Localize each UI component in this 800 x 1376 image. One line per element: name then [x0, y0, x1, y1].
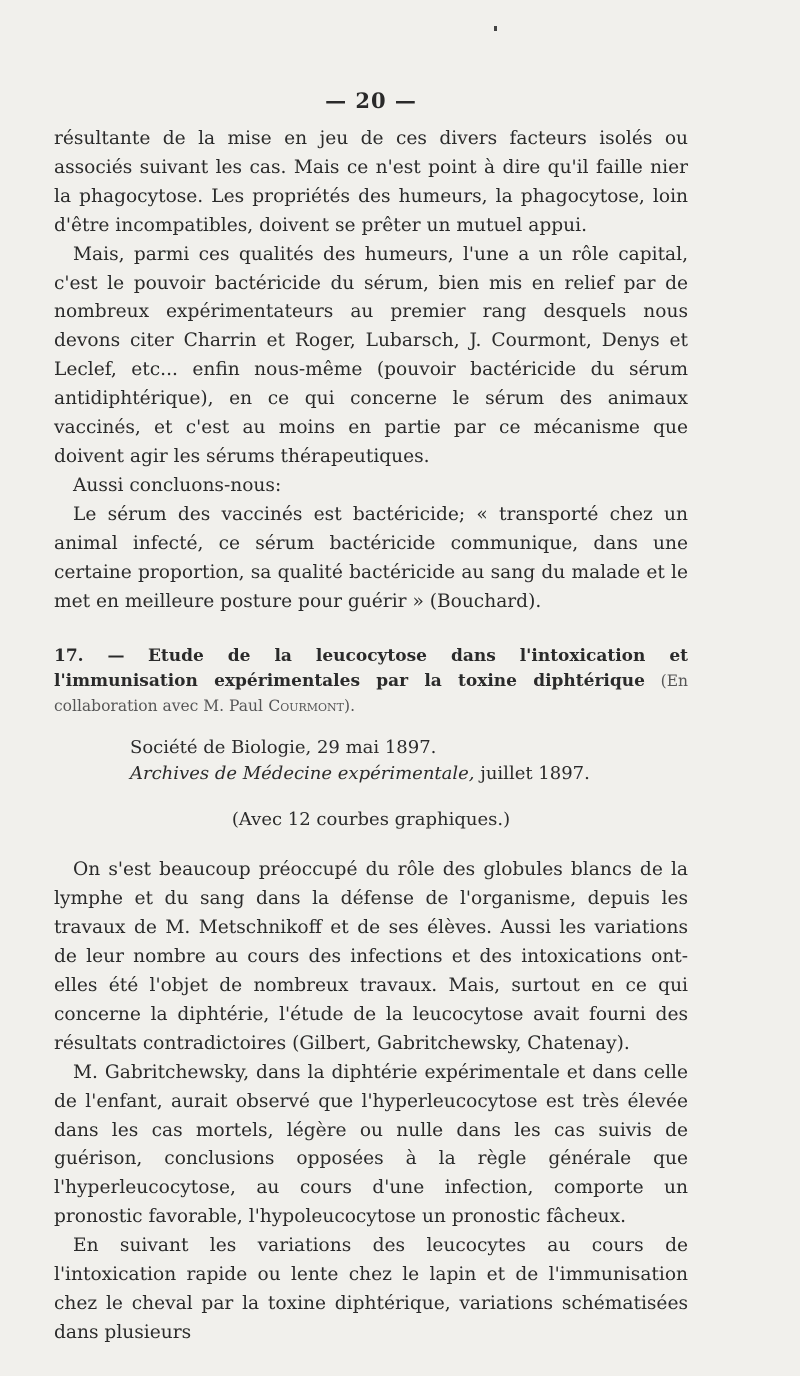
source-line	[130, 761, 688, 787]
entry-title: Etude de la leucocytose dans l'intoxication et l'immunisation expérimentales par la toxine diphtérique	[54, 646, 688, 692]
journal-date: juillet 1897.	[474, 763, 590, 785]
paragraph: résultante de la mise en jeu de ces divers facteurs isolés ou associés suivant les cas. Mais ce n'est point à dire qu'il faille nier la phagocytose. Les propriétés des humeurs, la phagocytose, loin d'être incompatibles, doivent se prêter un mutuel appui.	[54, 128, 688, 236]
entry-collaborator-name: Courmont	[268, 697, 345, 716]
entry-collaboration-end: ).	[344, 697, 355, 716]
document-page	[54, 88, 688, 1348]
page-number: — 20 —	[325, 88, 417, 113]
entry-body	[54, 856, 688, 1347]
entry-sources	[130, 735, 688, 787]
source-line: Société de Biologie, 29 mai 1897.	[130, 737, 437, 759]
entry-collaboration: (En collaboration avec M. Paul	[54, 672, 689, 716]
paragraph: On s'est beaucoup préoccupé du rôle des globules blancs de la lymphe et du sang dans la défense de l'organisme, depuis les travaux de M. Metschnikoff et de ses élèves. Aussi les variations de leur nombre au cours des infections et des intoxications ont-elles été l'objet de nombreux travaux. Mais, surtout en ce qui concerne la diphtérie, l'étude de la leucocytose avait fourni des résultats contradictoires (Gilbert, Gabritchewsky, Chatenay).	[54, 859, 688, 1054]
paragraph: Mais, parmi ces qualités des humeurs, l'une a un rôle capital, c'est le pouvoir bactéricide du sérum, bien mis en relief par de nombreux expérimentateurs au premier rang desquels nous devons citer Charrin et Roger, Lubarsch, J. Courmont, Denys et Leclef, etc... enfin nous-même (pouvoir bactéricide du sérum antidiphtérique), en ce qui concerne le sérum des animaux vaccinés, et c'est au moins en partie par ce mécanisme que doivent agir les sérums thérapeutiques.	[54, 243, 688, 467]
paragraph: Aussi concluons-nous:	[73, 474, 282, 496]
paragraph: Le sérum des vaccinés est bactéricide; « transporté chez un animal infecté, ce sérum bactéricide communique, dans une certaine proportion, sa qualité bactéricide au sang du malade et le met en meilleure posture pour guérir » (Bouchard).	[54, 503, 688, 612]
graphs-note: (Avec 12 courbes graphiques.)	[231, 809, 511, 831]
ink-speck	[494, 26, 497, 31]
paragraph: M. Gabritchewsky, dans la diphtérie expérimentale et dans celle de l'enfant, aurait observé que l'hyperleucocytose est très élevée dans les cas mortels, légère ou nulle dans les cas suivis de guérison, conclusions opposées à la règle générale que l'hyperleucocytose, au cours d'une infection, comporte un pronostic favorable, l'hypoleucocytose un pronostic fâcheux.	[54, 1061, 688, 1228]
bibliography-entry	[54, 644, 688, 719]
paragraph: En suivant les variations des leucocytes au cours de l'intoxication rapide ou lente chez le lapin et de l'immunisation chez le cheval par la toxine diphtérique, variations schématisées dans plusieurs	[54, 1235, 688, 1343]
journal-title: Archives de Médecine expérimentale,	[130, 763, 475, 785]
entry-number: 17. —	[54, 646, 125, 667]
